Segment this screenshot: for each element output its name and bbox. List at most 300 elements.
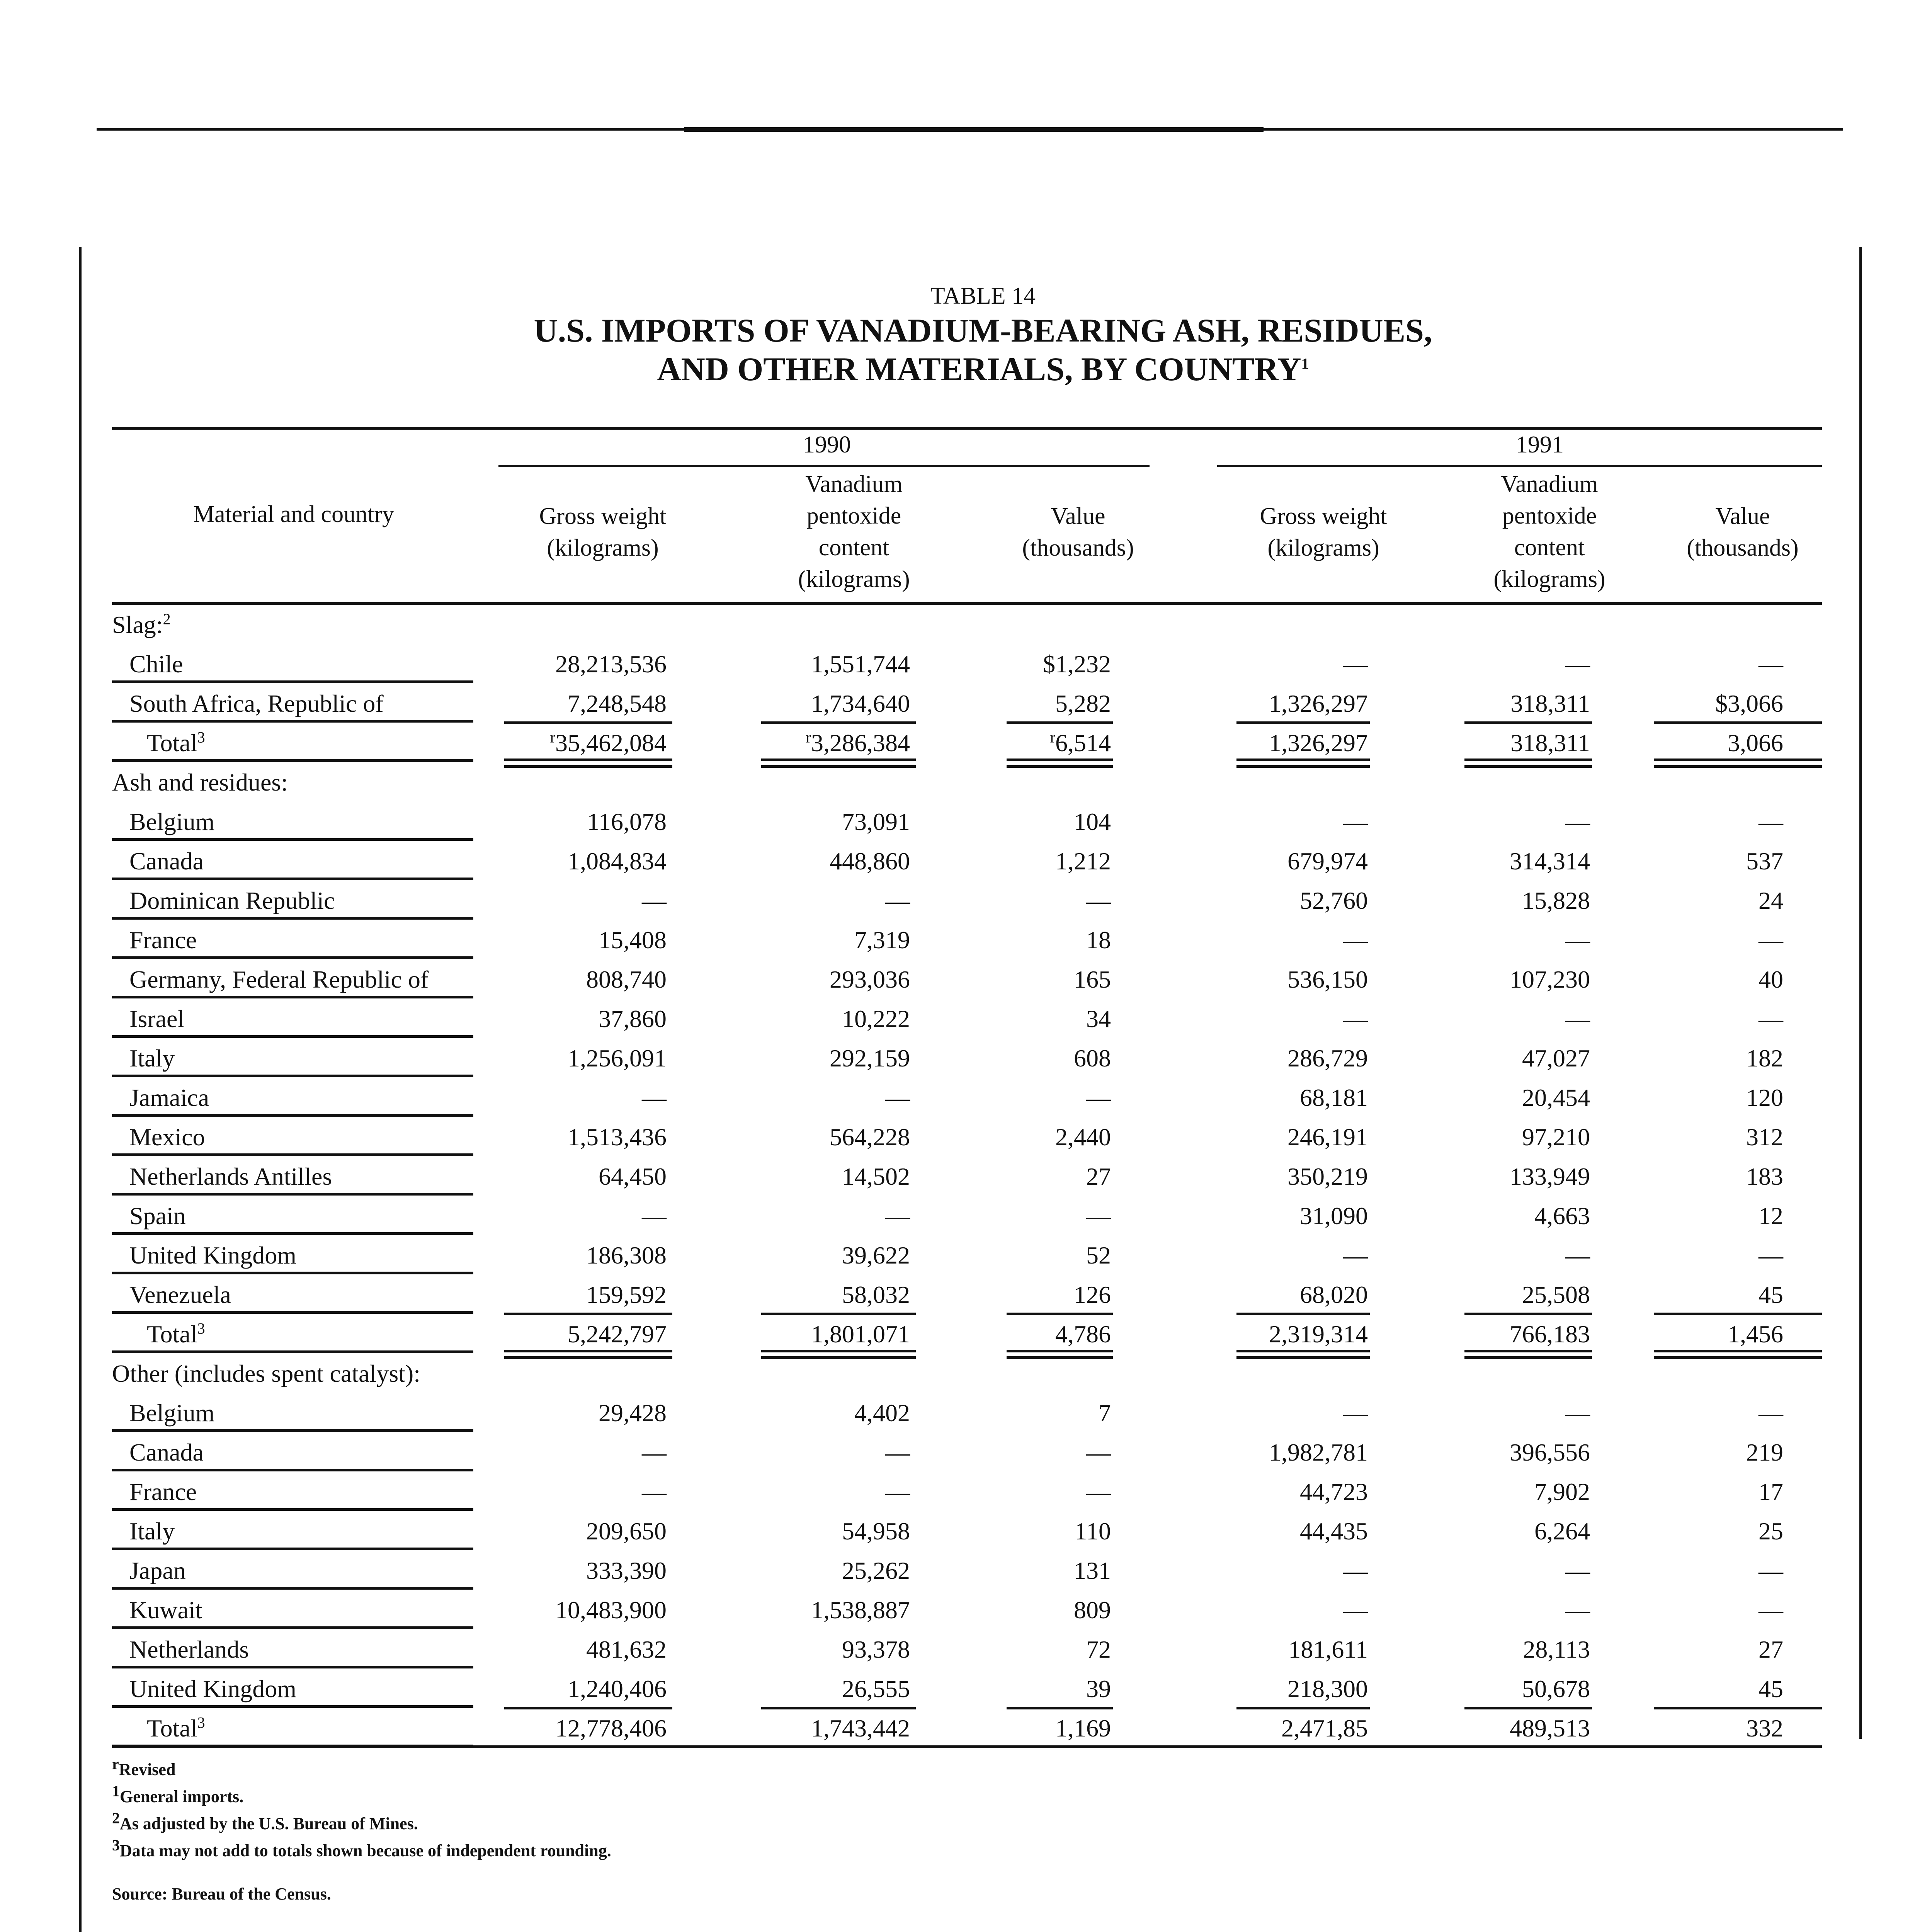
cell-value: 25 [1759,1517,1783,1545]
cell-value: — [1759,808,1783,835]
cell-value: 110 [1075,1517,1111,1545]
total-value [1510,1716,1590,1741]
row-rule [112,1666,473,1668]
col-header-vp-l3: content [1514,534,1585,561]
row-rule [112,1035,473,1038]
total-value [1728,1322,1783,1347]
row-rule [112,878,473,880]
footnote-text: Data may not add to totals shown because of independent rounding. [120,1841,611,1860]
total-value-text: 2,319,314 [1269,1320,1368,1348]
cell-value: 6,264 [1534,1517,1590,1545]
row-rule [112,1272,473,1274]
cell-value: 5,282 [1055,690,1111,717]
total-value-text: 6,514 [1055,729,1111,757]
country-name: Venezuela [129,1281,231,1308]
table-row [0,999,1932,1038]
source-note: Source: Bureau of the Census. [112,1884,331,1903]
cell-value: 537 [1746,847,1783,875]
cell-value: — [1565,1005,1590,1032]
cell-value: 72 [1086,1636,1111,1663]
cell-value: 318,311 [1510,690,1590,717]
cell-value: 107,230 [1510,966,1590,993]
cell-value: — [1343,1557,1368,1584]
cell-value: — [1759,1399,1783,1427]
table-row [0,1235,1932,1275]
total-value [1050,728,1111,757]
cell-value: 39,622 [842,1242,910,1269]
revised-mark: r [1050,728,1055,746]
cell-value: — [1343,1005,1368,1032]
section-heading [0,1354,1932,1393]
row-rule [112,1469,473,1471]
cell-value: — [1565,1557,1590,1584]
cell-value: — [885,887,910,914]
revised-mark: r [806,728,811,746]
cell-value: 45 [1759,1281,1783,1308]
table-row [0,802,1932,841]
cell-value: 186,308 [586,1242,667,1269]
country-name: Italy [129,1517,175,1545]
total-value-text: 1,456 [1728,1320,1783,1348]
cell-value: — [1343,1399,1368,1427]
cell-value: — [885,1478,910,1505]
total-value [1269,1322,1368,1347]
section-label [112,612,171,637]
cell-value: — [1343,926,1368,954]
cell-value: 1,212 [1055,847,1111,875]
row-rule [112,1745,1822,1748]
row-rule [112,1114,473,1117]
cell-value: — [642,887,667,914]
country-name: Mexico [129,1123,205,1151]
footnote-mark: 2 [163,610,171,628]
cell-value: 312 [1746,1123,1783,1151]
total-value-text: 332 [1746,1714,1783,1742]
cell-value: 25,508 [1522,1281,1590,1308]
row-rule [112,1193,473,1196]
cell-value: 50,678 [1522,1675,1590,1702]
cell-value: — [1759,650,1783,678]
section-label-text: Ash and residues: [112,769,288,796]
cell-value: 809 [1074,1596,1111,1624]
cell-value: — [642,1439,667,1466]
section-label-text: Slag: [112,611,163,638]
cell-value: 293,036 [830,966,910,993]
country-name: Japan [129,1557,186,1584]
total-value-text: 318,311 [1510,729,1590,757]
table-row [0,841,1932,881]
total-value-text: 489,513 [1510,1714,1590,1742]
cell-value: 448,860 [830,847,910,875]
cell-value: 7,248,548 [568,690,667,717]
country-name: Jamaica [129,1084,209,1111]
cell-value: — [1343,1242,1368,1269]
cell-value: 73,091 [842,808,910,835]
country-name: Netherlands Antilles [129,1163,332,1190]
top-rule-accent [684,127,1264,132]
cell-value: 679,974 [1287,847,1368,875]
footnote-text: As adjusted by the U.S. Bureau of Mines. [120,1814,418,1833]
table-row [0,1511,1932,1551]
col-header-vp-l3: content [818,534,889,561]
cell-value: 34 [1086,1005,1111,1032]
cell-value: 350,219 [1287,1163,1368,1190]
total-label-text: Total [147,729,197,757]
country-name: Dominican Republic [129,887,335,914]
year-1991: 1991 [1516,432,1564,458]
total-value-text: 766,183 [1510,1320,1590,1348]
section-heading [0,762,1932,802]
cell-value: 14,502 [842,1163,910,1190]
col-header-vp-l1: Vanadium [1501,471,1598,497]
cell-value: 481,632 [586,1636,667,1663]
table-row [0,1196,1932,1235]
revised-mark: r [550,728,555,746]
col-header-value-l2: (thousands) [1687,535,1799,561]
row-rule [112,1232,473,1235]
col-header-value-l2: (thousands) [1022,535,1134,561]
cell-value: 15,828 [1522,887,1590,914]
col-header-1990-gross [506,500,699,564]
footnote-mark: 3 [112,1836,120,1854]
row-rule [112,1548,473,1550]
total-value [568,1322,667,1347]
cell-value: 7,319 [854,926,910,954]
cell-value: 44,723 [1300,1478,1368,1505]
country-name: Germany, Federal Republic of [129,966,429,993]
total-value [806,728,910,757]
cell-value: 219 [1746,1439,1783,1466]
cell-value: 159,592 [586,1281,667,1308]
cell-value: — [1565,1399,1590,1427]
country-name: Spain [129,1202,186,1230]
table-row [0,881,1932,920]
title-footnote-mark: 1 [1301,355,1309,372]
cell-value: 292,159 [830,1044,910,1072]
total-row [0,1314,1932,1354]
total-value [555,1716,667,1741]
section-label-text: Other (includes spent catalyst): [112,1360,420,1387]
cell-value: 1,551,744 [811,650,910,678]
table-row [0,1472,1932,1511]
cell-value: 808,740 [586,966,667,993]
total-value-text: 4,786 [1055,1320,1111,1348]
row-rule [112,1626,473,1629]
cell-value: — [1565,1596,1590,1624]
cell-value: 25,262 [842,1557,910,1584]
cell-value: 20,454 [1522,1084,1590,1111]
table-title-line2 [0,352,1932,386]
total-value-text: 1,169 [1055,1714,1111,1742]
cell-value: 209,650 [586,1517,667,1545]
cell-value: 564,228 [830,1123,910,1151]
row-rule [112,1153,473,1156]
cell-value: 131 [1074,1557,1111,1584]
cell-value: 47,027 [1522,1044,1590,1072]
col-header-gross-l2: (kilograms) [1267,535,1379,561]
footnote-mark: 3 [197,1320,205,1337]
cell-value: 15,408 [599,926,667,954]
total-label [147,1716,205,1741]
table-row [0,959,1932,999]
country-name: Italy [129,1044,175,1072]
cell-value: 218,300 [1287,1675,1368,1702]
col-header-vp-l1: Vanadium [805,471,903,497]
cell-value: 246,191 [1287,1123,1368,1151]
cell-value: — [1759,1005,1783,1032]
footnote-mark: 3 [197,1714,205,1731]
cell-value: — [642,1084,667,1111]
section-label [112,1361,420,1386]
col-header-gross-l1: Gross weight [1260,503,1387,529]
row-rule [112,1311,473,1314]
total-value [1055,1322,1111,1347]
cell-value: 182 [1746,1044,1783,1072]
cell-value: — [1343,808,1368,835]
cell-value: — [1343,650,1368,678]
total-value-text: 12,778,406 [555,1714,667,1742]
cell-value: 7 [1099,1399,1111,1427]
cell-value: — [885,1084,910,1111]
cell-value: 27 [1086,1163,1111,1190]
cell-value: — [1565,1242,1590,1269]
cell-value: 181,611 [1288,1636,1368,1663]
row-rule [112,1429,473,1432]
cell-value: 1,734,640 [811,690,910,717]
cell-value: 29,428 [599,1399,667,1427]
cell-value: 17 [1759,1478,1783,1505]
cell-value: 26,555 [842,1675,910,1702]
cell-value: 28,213,536 [555,650,667,678]
total-value [1746,1716,1783,1741]
col-header-material: Material and country [193,501,394,527]
header-bottom-rule [112,602,1822,605]
col-header-1991-value [1642,500,1843,564]
cell-value: 126 [1074,1281,1111,1308]
cell-value: 1,538,887 [811,1596,910,1624]
total-value [1728,731,1783,755]
cell-value: 40 [1759,966,1783,993]
footnote [112,1755,176,1779]
cell-value: — [1086,887,1111,914]
total-label-text: Total [147,1714,197,1742]
total-value [550,728,667,757]
cell-value: 104 [1074,808,1111,835]
cell-value: 58,032 [842,1281,910,1308]
cell-value: — [1565,808,1590,835]
country-name: Canada [129,847,204,875]
cell-value: 608 [1074,1044,1111,1072]
col-header-1990-vp [757,468,951,595]
table-row [0,1078,1932,1117]
col-header-vp-l4: (kilograms) [798,566,910,592]
cell-value: 396,556 [1510,1439,1590,1466]
cell-value: 1,240,406 [568,1675,667,1702]
cell-value: 1,982,781 [1269,1439,1368,1466]
cell-value: 39 [1086,1675,1111,1702]
table-row [0,1117,1932,1156]
country-name: Belgium [129,1399,215,1427]
cell-value: $1,232 [1043,650,1111,678]
total-row [0,723,1932,762]
country-name: France [129,1478,197,1505]
section-label [112,770,288,795]
cell-value: 52 [1086,1242,1111,1269]
cell-value: 536,150 [1287,966,1368,993]
cell-value: 12 [1759,1202,1783,1230]
footnote [112,1836,611,1860]
cell-value: 286,729 [1287,1044,1368,1072]
cell-value: — [885,1202,910,1230]
footnote [112,1809,418,1833]
total-value [1269,731,1368,755]
total-label [147,728,205,757]
cell-value: 28,113 [1523,1636,1590,1663]
cell-value: 93,378 [842,1636,910,1663]
footnote-text: General imports. [120,1787,244,1806]
cell-value: 68,181 [1300,1084,1368,1111]
cell-value: — [642,1478,667,1505]
cell-value: 1,256,091 [568,1044,667,1072]
cell-value: 52,760 [1300,887,1368,914]
row-rule [112,720,473,723]
total-value [1055,1716,1111,1741]
country-name: Israel [129,1005,185,1032]
cell-value: 31,090 [1300,1202,1368,1230]
cell-value: 97,210 [1522,1123,1590,1151]
table-row [0,1393,1932,1432]
footnote-mark: 1 [112,1782,120,1800]
cell-value: — [885,1439,910,1466]
cell-value: 27 [1759,1636,1783,1663]
cell-value: — [1343,1596,1368,1624]
country-name: Canada [129,1439,204,1466]
cell-value: — [642,1202,667,1230]
section-heading [0,605,1932,644]
cell-value: 133,949 [1510,1163,1590,1190]
table-row [0,1432,1932,1472]
header-1991-rule [1217,465,1822,467]
cell-value: 54,958 [842,1517,910,1545]
cell-value: — [1086,1439,1111,1466]
table-row [0,684,1932,723]
footnote-mark: 2 [112,1809,120,1827]
total-value [811,1322,910,1347]
total-value [811,1716,910,1741]
table-row [0,1156,1932,1196]
row-rule [112,1075,473,1077]
table-row [0,1669,1932,1708]
cell-value: — [1759,1557,1783,1584]
total-value-text: 2,471,85 [1281,1714,1368,1742]
country-name: Netherlands [129,1636,249,1663]
cell-value: 24 [1759,887,1783,914]
cell-value: 44,435 [1300,1517,1368,1545]
col-header-1991-vp [1453,468,1646,595]
total-label-text: Total [147,1320,197,1348]
cell-value: — [1565,650,1590,678]
country-name: Kuwait [129,1596,202,1624]
col-header-vp-l2: pentoxide [1502,503,1597,529]
cell-value: — [1086,1084,1111,1111]
country-name: Belgium [129,808,215,835]
cell-value: 333,390 [586,1557,667,1584]
table-row [0,1551,1932,1590]
col-header-vp-l4: (kilograms) [1493,566,1605,592]
row-rule [112,996,473,998]
country-name: Chile [129,650,183,678]
total-value-text: 3,286,384 [811,729,910,757]
cell-value: 314,314 [1510,847,1590,875]
row-rule [112,1587,473,1590]
cell-value: — [1086,1478,1111,1505]
cell-value: — [1086,1202,1111,1230]
cell-value: — [1759,1242,1783,1269]
total-value [1510,731,1590,755]
total-value-text: 35,462,084 [555,729,667,757]
cell-value: 10,483,900 [555,1596,667,1624]
cell-value: $3,066 [1715,690,1783,717]
row-rule [112,680,473,683]
footnote-text: Revised [119,1760,176,1779]
total-value-text: 3,066 [1728,729,1783,757]
country-name: France [129,926,197,954]
total-row [0,1708,1932,1748]
cell-value: 4,663 [1534,1202,1590,1230]
total-label [147,1322,205,1347]
col-header-1991-gross [1227,500,1420,564]
cell-value: 37,860 [599,1005,667,1032]
cell-value: — [1759,1596,1783,1624]
year-1990: 1990 [803,432,851,458]
table-title-line1: U.S. IMPORTS OF VANADIUM-BEARING ASH, RESIDUES, [534,312,1432,349]
col-header-gross-l2: (kilograms) [547,535,659,561]
col-header-gross-l1: Gross weight [539,503,667,529]
col-header-1990-value [978,500,1179,564]
cell-value: 120 [1746,1084,1783,1111]
cell-value: 18 [1086,926,1111,954]
footnote-mark: r [112,1755,119,1773]
row-rule [112,838,473,841]
table-row [0,644,1932,684]
header-1990-rule [498,465,1150,467]
col-header-value-l1: Value [1051,503,1105,529]
col-header-value-l1: Value [1715,503,1770,529]
country-name: United Kingdom [129,1242,296,1269]
cell-value: — [1565,926,1590,954]
row-rule [112,759,473,762]
cell-value: 10,222 [842,1005,910,1032]
cell-value: — [1759,926,1783,954]
table-row [0,1629,1932,1669]
cell-value: 68,020 [1300,1281,1368,1308]
total-value-text: 5,242,797 [568,1320,667,1348]
cell-value: 2,440 [1055,1123,1111,1151]
table-row [0,920,1932,959]
table-row [0,1038,1932,1078]
table-row [0,1275,1932,1314]
row-rule [112,1350,473,1353]
table-row [0,1590,1932,1629]
country-name: South Africa, Republic of [129,690,384,717]
total-value-text: 1,326,297 [1269,729,1368,757]
cell-value: 1,326,297 [1269,690,1368,717]
cell-value: 183 [1746,1163,1783,1190]
cell-value: 45 [1759,1675,1783,1702]
row-rule [112,1508,473,1511]
col-header-vp-l2: pentoxide [806,503,901,529]
table-number: TABLE 14 [930,283,1036,309]
